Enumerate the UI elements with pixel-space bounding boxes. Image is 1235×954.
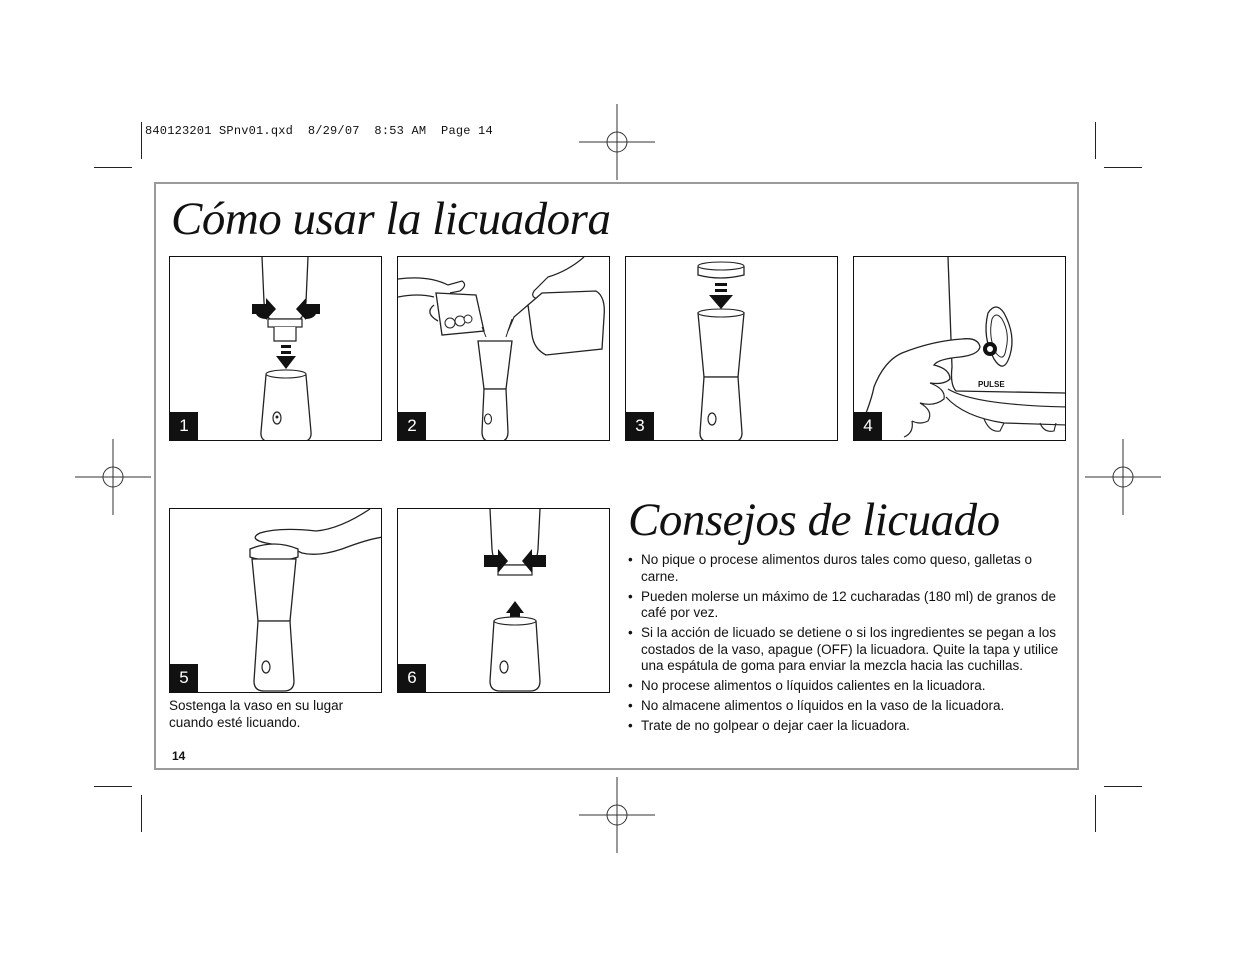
- illustration-attach-lid: [626, 257, 838, 441]
- step-number-badge: 1: [170, 412, 198, 440]
- tip-item: • No pique o procese alimentos duros tales como queso, galletas o carne.: [628, 552, 1070, 585]
- pulse-button-label: PULSE: [978, 380, 1005, 389]
- tip-item: • Si la acción de licuado se detiene o si los ingredientes se pegan a los costados de la vaso, apague (OFF) la licuadora. Quite la tapa y utilice una espátula de goma para enviar la mezcla hacia las cuchillas.: [628, 625, 1070, 675]
- step-panel-4: [853, 256, 1066, 441]
- tips-title: Consejos de licuado: [628, 494, 1000, 546]
- registration-mark-top: [579, 104, 655, 180]
- crop-mark: [1095, 795, 1096, 832]
- registration-mark-left: [75, 439, 151, 515]
- illustration-add-ingredients: [398, 257, 610, 441]
- tips-list: [628, 552, 1070, 738]
- step-number-badge: 6: [398, 664, 426, 692]
- illustration-remove-jar: [398, 509, 610, 693]
- step-number-badge: 3: [626, 412, 654, 440]
- step-number-badge: 2: [398, 412, 426, 440]
- step-number-badge: 5: [170, 664, 198, 692]
- crop-mark: [141, 795, 142, 832]
- print-slug-line: 840123201 SPnv01.qxd 8/29/07 8:53 AM Page 14: [145, 124, 493, 138]
- tip-item: • Pueden molerse un máximo de 12 cucharadas (180 ml) de granos de café por vez.: [628, 589, 1070, 622]
- registration-mark-bottom: [579, 777, 655, 853]
- tip-item: • No almacene alimentos o líquidos en la vaso de la licuadora.: [628, 698, 1070, 715]
- illustration-hold-jar: [170, 509, 382, 693]
- registration-mark-right: [1085, 439, 1161, 515]
- page-number: 14: [172, 749, 186, 763]
- page-title: Cómo usar la licuadora: [171, 193, 611, 245]
- tip-item: • Trate de no golpear o dejar caer la licuadora.: [628, 718, 1070, 735]
- step-panel-3: [625, 256, 838, 441]
- step-number-badge: 4: [854, 412, 882, 440]
- step-5-caption: Sostenga la vaso en su lugar cuando esté licuando.: [169, 698, 344, 730]
- step-panel-2: [397, 256, 610, 441]
- crop-mark: [94, 167, 132, 168]
- step-panel-6: [397, 508, 610, 693]
- crop-mark: [1104, 167, 1142, 168]
- crop-mark: [1095, 122, 1096, 159]
- illustration-press-pulse: [854, 257, 1066, 441]
- illustration-attach-blade: [170, 257, 382, 441]
- crop-mark: [1104, 786, 1142, 787]
- crop-mark: [94, 786, 132, 787]
- tip-item: • No procese alimentos o líquidos calientes en la licuadora.: [628, 678, 1070, 695]
- step-panel-1: [169, 256, 382, 441]
- crop-mark: [141, 122, 142, 159]
- step-panel-5: [169, 508, 382, 693]
